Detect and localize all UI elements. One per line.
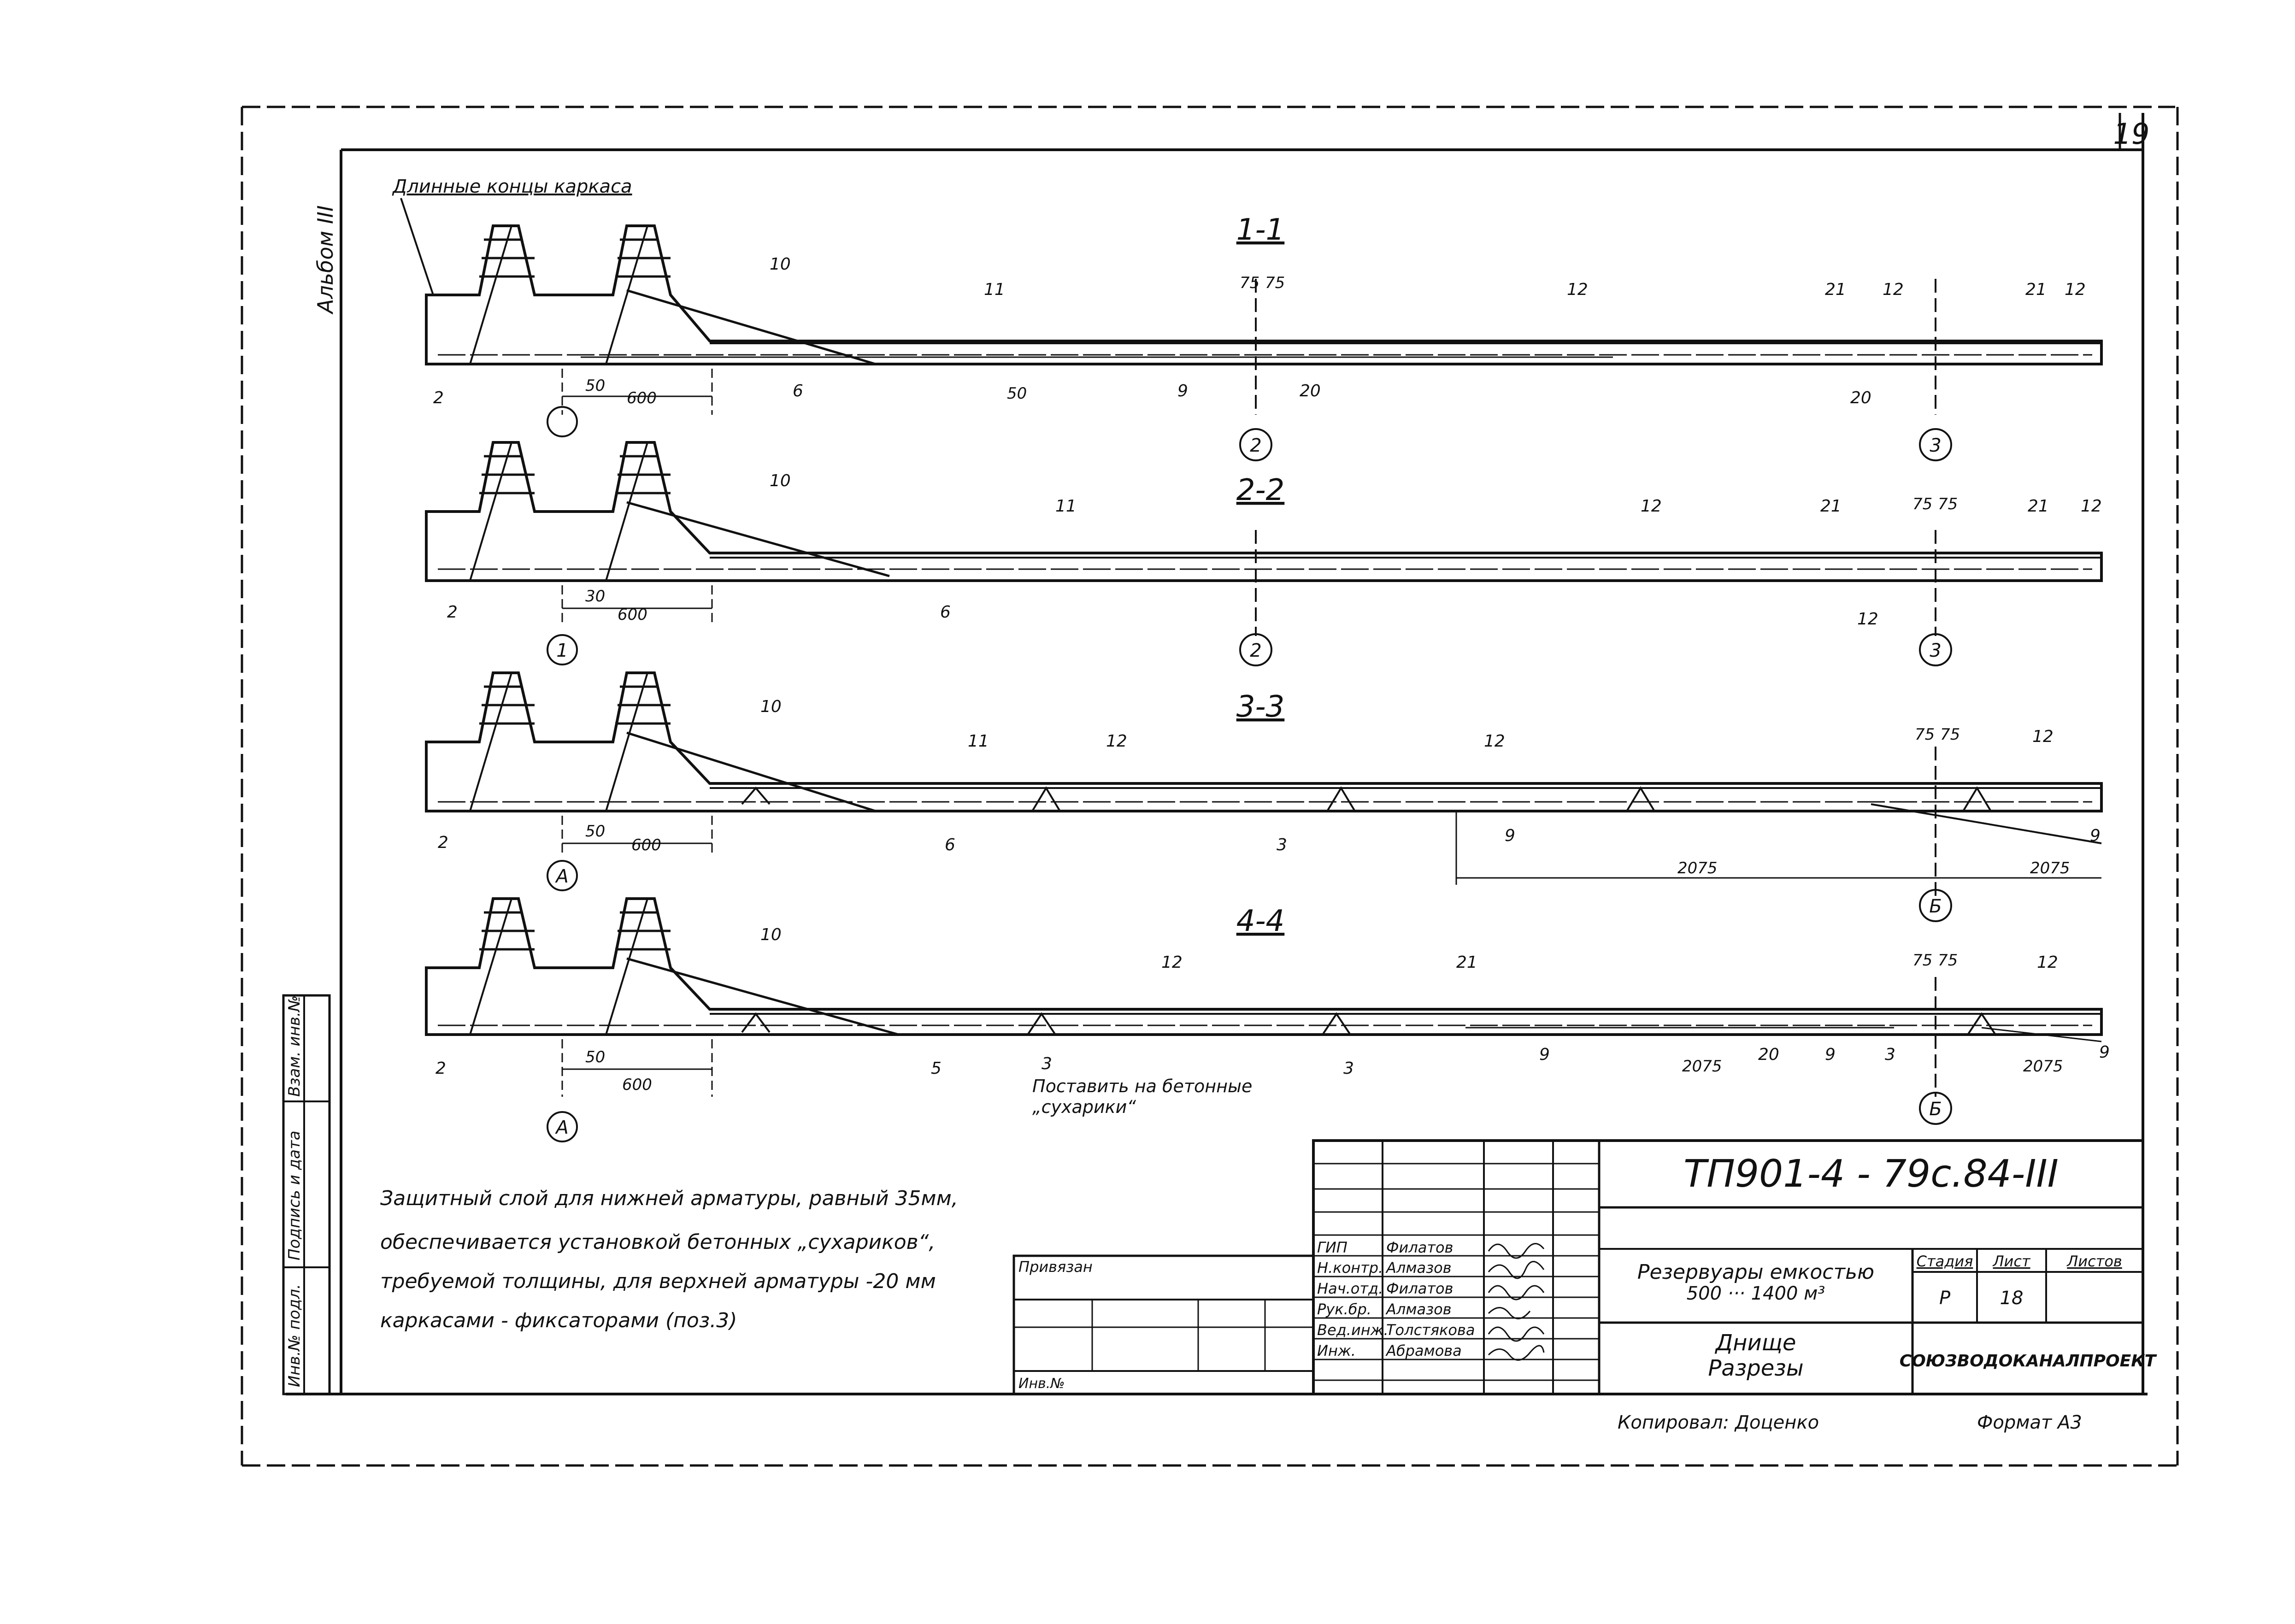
- pos-label: 9: [1825, 1045, 1836, 1064]
- section-4-4: [426, 899, 2110, 1142]
- section-title: 2-2: [1236, 473, 1285, 507]
- stage-value: Р: [1939, 1288, 1951, 1309]
- dim-label: 2075: [2023, 1057, 2063, 1076]
- pos-label: 12: [2032, 727, 2054, 746]
- section-1-1: [426, 213, 2101, 460]
- stage-header: Стадия: [1916, 1253, 1973, 1270]
- dim-label: 75: [1912, 495, 1933, 513]
- role-label: ГИП: [1317, 1239, 1348, 1256]
- pos-label: 3: [1343, 1059, 1354, 1078]
- pos-label: 11: [968, 732, 989, 751]
- note-line: каркасами - фиксаторами (поз.3): [380, 1309, 737, 1332]
- pos-label: 5: [931, 1059, 942, 1078]
- project-name: 500 ··· 1400 м³: [1686, 1283, 1825, 1304]
- pos-label: 3: [1277, 836, 1287, 854]
- pos-label: 9: [1539, 1045, 1550, 1064]
- role-label: Рук.бр.: [1317, 1300, 1371, 1318]
- section-title: 4-4: [1236, 904, 1285, 938]
- dim-label: 2075: [1682, 1057, 1722, 1076]
- role-name: Абрамова: [1386, 1342, 1462, 1359]
- role-name: Филатов: [1386, 1239, 1454, 1256]
- section-title: 1-1: [1236, 213, 1285, 247]
- axis-marker: 2: [1250, 435, 1262, 456]
- copied-by: Копировал: Доценко: [1618, 1412, 1819, 1433]
- note-line: обеспечивается установкой бетонных „сухариков“,: [380, 1230, 936, 1254]
- pos-label: 10: [770, 471, 791, 490]
- role-label: Нач.отд.: [1317, 1280, 1383, 1297]
- dim-label: 30: [585, 587, 606, 606]
- pos-label: 11: [984, 280, 1005, 299]
- role-name: Алмазов: [1386, 1300, 1452, 1318]
- pos-label: 12: [1106, 732, 1127, 751]
- pos-label: 2: [438, 833, 448, 852]
- pos-label: 21: [2028, 497, 2049, 516]
- dim-label: 50: [585, 1048, 606, 1066]
- role-name: Филатов: [1386, 1280, 1454, 1297]
- sheet-no-value: 18: [2000, 1288, 2024, 1309]
- pos-label: 12: [2081, 497, 2102, 516]
- privyazan-block: [1014, 1256, 1313, 1394]
- pos-label: 9: [1177, 382, 1188, 400]
- inv-label: Инв.№: [1018, 1376, 1065, 1392]
- pos-label: 6: [940, 603, 951, 622]
- section-note: Поставить на бетонные: [1032, 1076, 1253, 1096]
- section-2-2: [426, 442, 2102, 665]
- dim-label: 75: [1915, 725, 1935, 744]
- dim-label: 600: [627, 389, 657, 407]
- pos-label: 20: [1758, 1045, 1779, 1064]
- pos-label: 10: [770, 255, 791, 274]
- pos-label: 21: [1456, 953, 1477, 972]
- dim-label: 75: [1940, 725, 1960, 744]
- project-name: Резервуары емкостью: [1637, 1260, 1875, 1284]
- privyazan-label: Привязан: [1018, 1258, 1093, 1276]
- section-3-3: [426, 673, 2101, 921]
- dim-label: 600: [618, 606, 647, 624]
- title-block: [1313, 1141, 2157, 1394]
- note-top: Длинные концы каркаса: [393, 176, 632, 197]
- pos-label: 10: [760, 925, 782, 944]
- left-strip: [283, 995, 330, 1394]
- dim-label: 75: [1240, 274, 1260, 292]
- dim-label: 50: [585, 377, 606, 395]
- sheet-header: Лист: [1993, 1253, 2030, 1270]
- pos-label: 3: [1042, 1054, 1052, 1073]
- sheet-title: Разрезы: [1708, 1355, 1804, 1381]
- drawing-code: ТП901-4 - 79с.84-III: [1683, 1152, 2059, 1196]
- section-title: 3-3: [1236, 690, 1285, 724]
- role-label: Инж.: [1317, 1342, 1356, 1359]
- dim-label: 2075: [2030, 859, 2070, 877]
- axis-marker: 1: [556, 640, 568, 661]
- pos-label: 20: [1850, 388, 1871, 407]
- pos-label: 20: [1300, 382, 1321, 400]
- dim-label: 75: [1265, 274, 1285, 292]
- sheet-number: 19: [2113, 117, 2150, 151]
- pos-label: 2: [435, 1059, 446, 1078]
- pos-label: 21: [1825, 280, 1846, 299]
- pos-label: 6: [793, 382, 803, 400]
- axis-marker: А: [556, 866, 569, 887]
- pos-label: 12: [2037, 953, 2058, 972]
- pos-label: 21: [2025, 280, 2047, 299]
- pos-label: 6: [945, 836, 955, 854]
- role-name: Толстякова: [1386, 1321, 1475, 1339]
- pos-label: 11: [1055, 497, 1077, 516]
- note-line: Защитный слой для нижней арматуры, равный 35мм,: [380, 1187, 958, 1210]
- axis-marker: Б: [1929, 896, 1942, 917]
- dim-label: 600: [622, 1076, 652, 1094]
- pos-label: 21: [1820, 497, 1842, 516]
- pos-label: 9: [1505, 826, 1515, 845]
- dim-label: 75: [1938, 495, 1958, 513]
- pos-label: 9: [2099, 1043, 2110, 1062]
- pos-label: 2: [433, 388, 444, 407]
- axis-marker: 3: [1930, 640, 1942, 661]
- pos-label: 12: [1641, 497, 1662, 516]
- note-line: требуемой толщины, для верхней арматуры -20 мм: [380, 1270, 936, 1293]
- sheet-frame: [242, 107, 2177, 1465]
- sheet-title: Днище: [1715, 1330, 1796, 1356]
- pos-label: 12: [1883, 280, 1904, 299]
- pos-label: 12: [1484, 732, 1505, 751]
- format-label: Формат А3: [1977, 1412, 2082, 1433]
- pos-label: 2: [447, 603, 458, 622]
- main-note: [380, 1187, 958, 1332]
- pos-label: 10: [760, 697, 782, 716]
- axis-marker: Б: [1929, 1099, 1942, 1120]
- pos-label: 9: [2090, 826, 2101, 845]
- dim-label: 2075: [1677, 859, 1718, 877]
- dim-label: 50: [585, 822, 606, 841]
- dim-label: 50: [1007, 384, 1027, 403]
- axis-marker: 3: [1930, 435, 1942, 456]
- sheets-header: Листов: [2067, 1253, 2122, 1270]
- pos-label: 12: [2065, 280, 2086, 299]
- axis-marker: А: [556, 1117, 569, 1138]
- role-label: Н.контр.: [1317, 1259, 1383, 1277]
- pos-label: 12: [1161, 953, 1183, 972]
- left-strip-sign: Подпись и дата: [285, 1130, 304, 1260]
- axis-marker: 2: [1250, 640, 1262, 661]
- left-strip-inv: Инв.№ подл.: [285, 1284, 304, 1387]
- left-strip-vzam: Взам. инв.№: [285, 995, 304, 1097]
- section-note: „сухарики“: [1032, 1097, 1136, 1117]
- role-name: Алмазов: [1386, 1259, 1452, 1277]
- pos-label: 3: [1885, 1045, 1895, 1064]
- dim-label: 600: [631, 836, 661, 854]
- pos-label: 12: [1567, 280, 1588, 299]
- pos-label: 12: [1857, 610, 1878, 629]
- album-label: Альбом III: [313, 205, 338, 313]
- dim-label: 75: [1938, 951, 1958, 970]
- org-name: СОЮЗВОДОКАНАЛПРОЕКТ: [1899, 1352, 2156, 1371]
- dim-label: 75: [1912, 951, 1933, 970]
- role-label: Вед.инж.: [1317, 1321, 1389, 1339]
